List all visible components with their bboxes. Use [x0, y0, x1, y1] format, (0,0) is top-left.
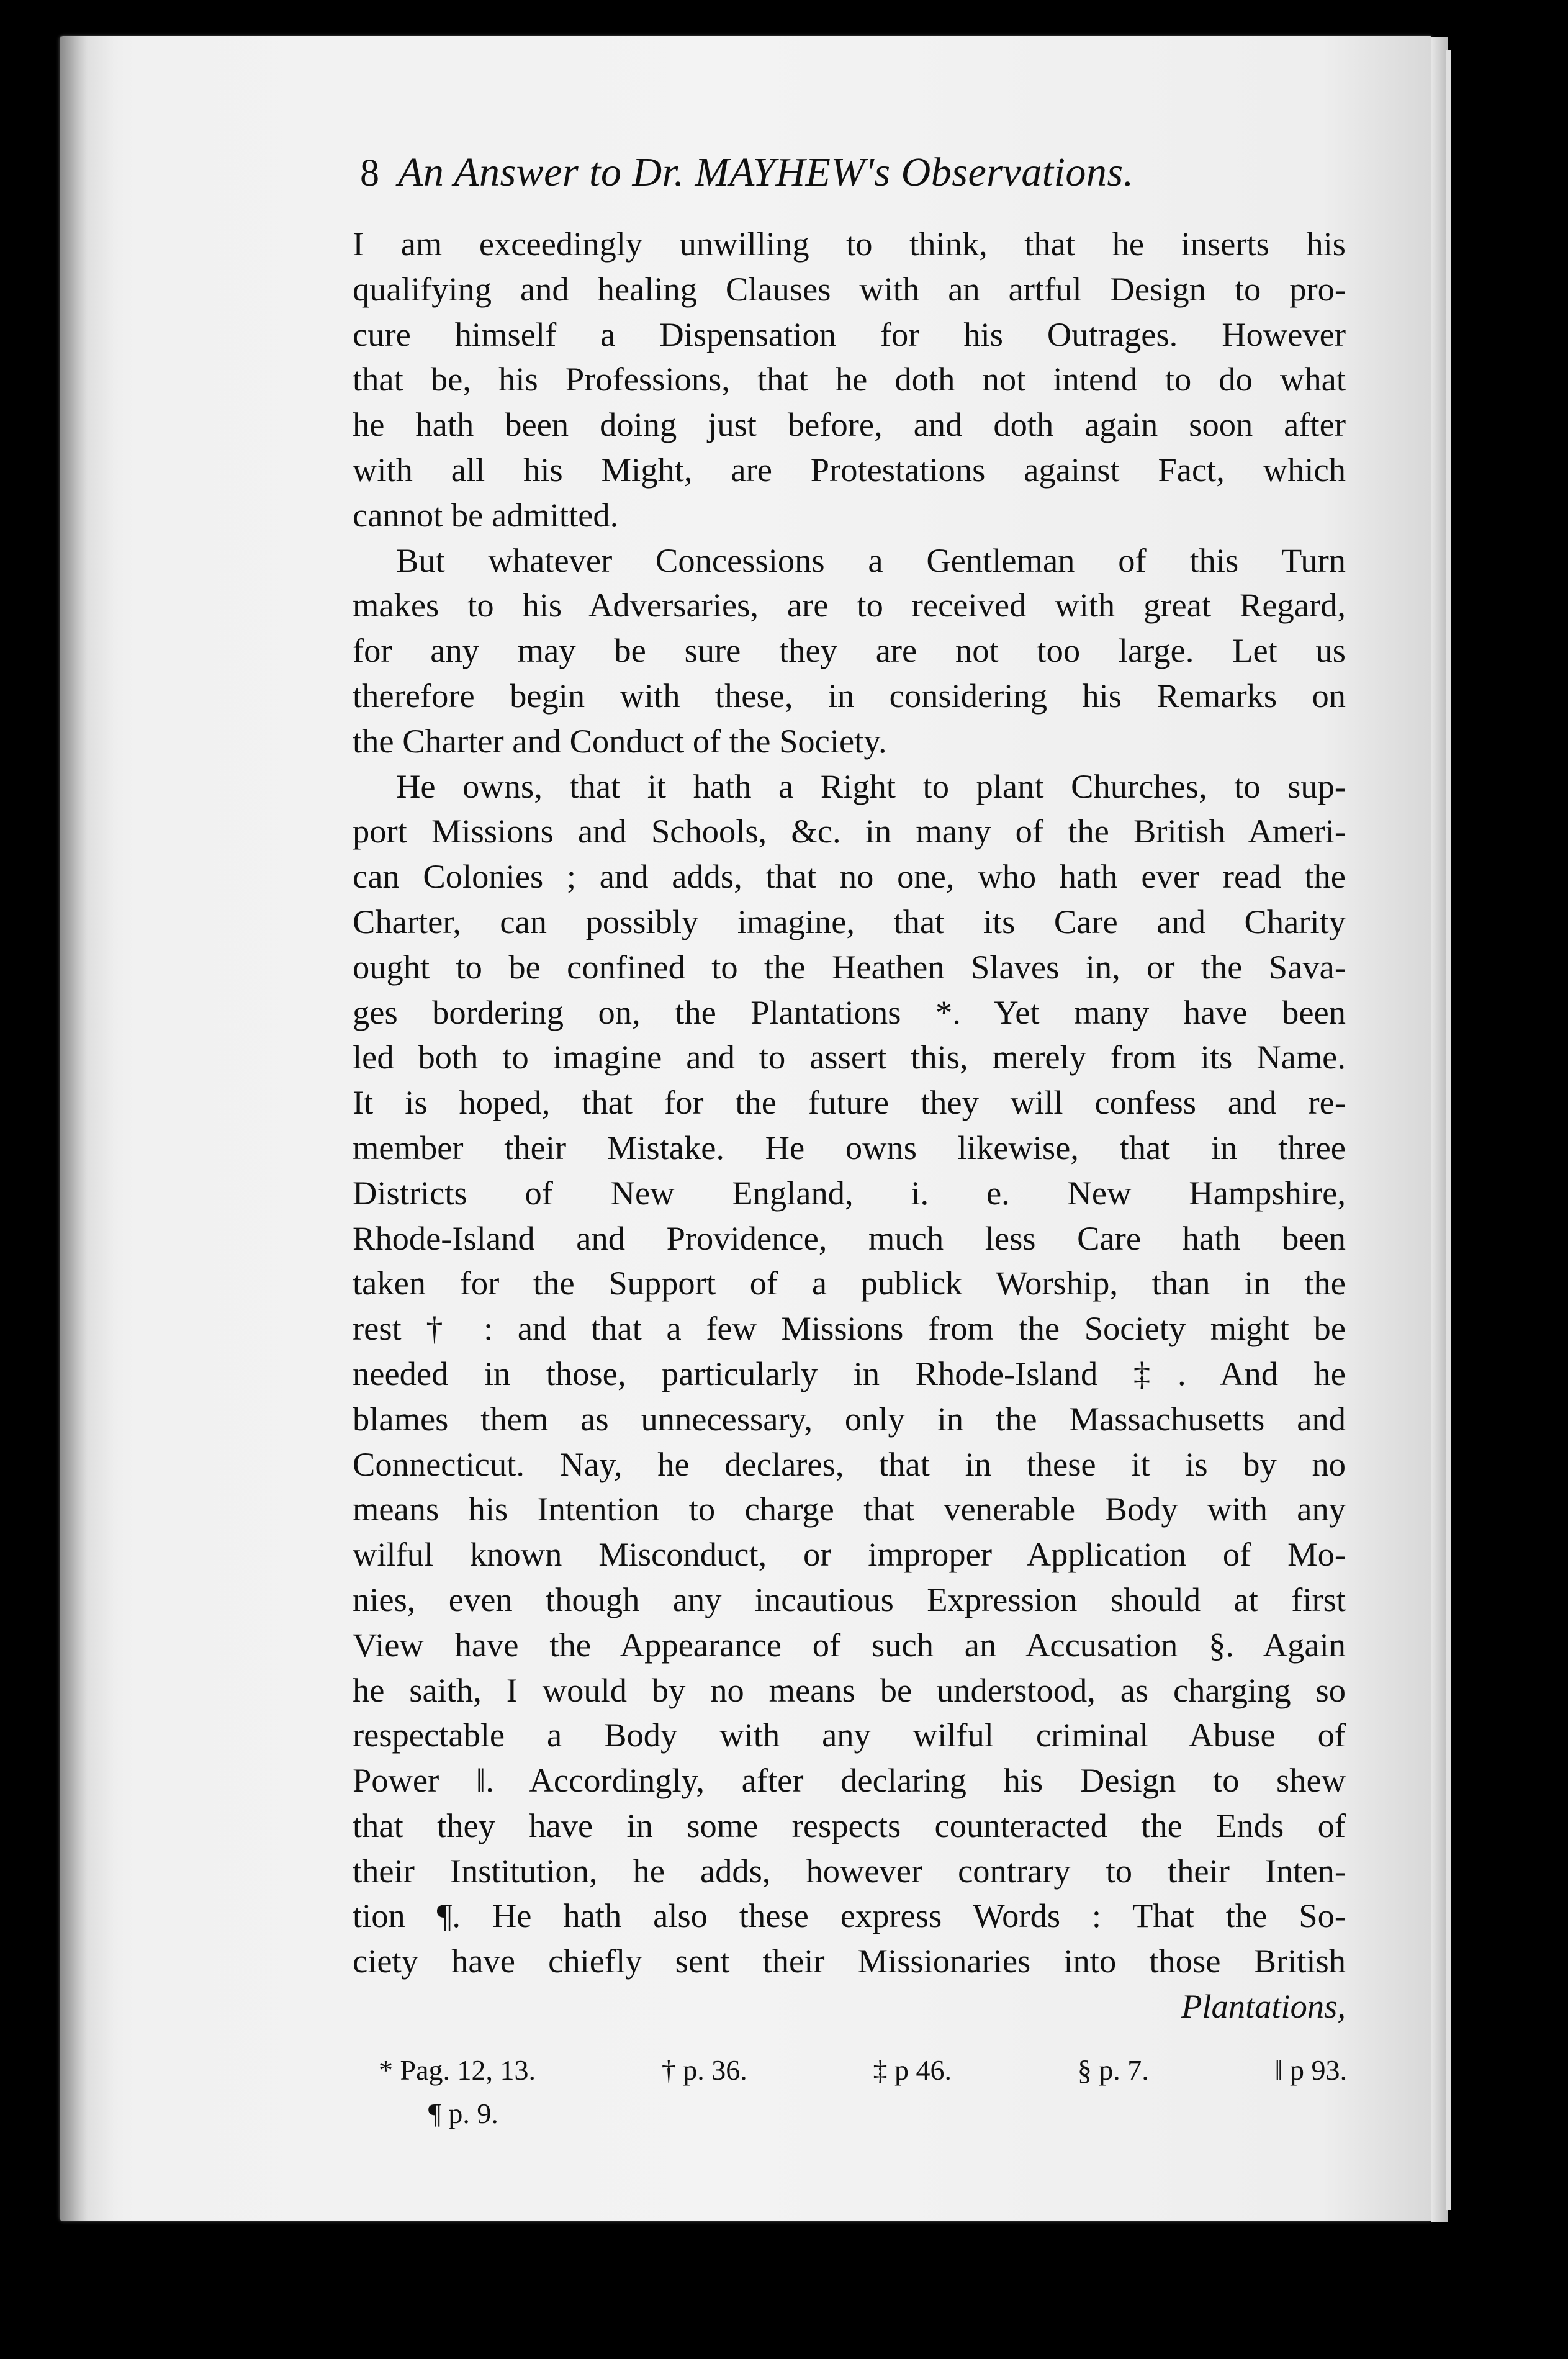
- text-line: He owns, that it hath a Right to plant Churches, to sup-: [396, 767, 1346, 805]
- text-line: It is hoped, that for the future they will confess and re-: [353, 1083, 1346, 1122]
- text-line: with all his Might, are Protestations against Fact, which: [353, 450, 1346, 489]
- text-line: he hath been doing just before, and doth again soon after: [353, 405, 1346, 444]
- text-line: Connecticut. Nay, he declares, that in these it is by no: [353, 1445, 1346, 1483]
- text-line: View have the Appearance of such an Accusation §. Again: [353, 1625, 1346, 1664]
- spine-shadow: [60, 36, 115, 2221]
- text-line: port Missions and Schools, &c. in many of the British Ameri-: [353, 812, 1346, 850]
- footnote-reference: * Pag. 12, 13.: [379, 2054, 536, 2086]
- text-line: the Charter and Conduct of the Society.: [353, 721, 887, 760]
- text-line: nies, even though any incautious Expression should at first: [353, 1580, 1346, 1618]
- text-line: that be, his Professions, that he doth not intend to do what: [353, 360, 1346, 399]
- text-line: led both to imagine and to assert this, merely from its Name.: [353, 1038, 1346, 1076]
- text-line: their Institution, he adds, however contrary to their Inten-: [353, 1851, 1346, 1890]
- footnotes: [379, 2049, 1347, 2136]
- text-line: needed in those, particularly in Rhode-Island ‡. And he: [353, 1354, 1346, 1392]
- text-line: he saith, I would by no means be understood, as charging so: [353, 1671, 1346, 1709]
- text-line: wilful known Misconduct, or improper Application of Mo-: [353, 1535, 1346, 1574]
- footnote-reference: ¶ p. 9.: [428, 2098, 498, 2129]
- footnote-reference: ‡ p 46.: [873, 2054, 952, 2086]
- text-line: Rhode-Island and Providence, much less Care hath been: [353, 1219, 1346, 1257]
- text-line: Districts of New England, i. e. New Hampshire,: [353, 1173, 1346, 1212]
- text-line: means his Intention to charge that venerable Body with any: [353, 1490, 1346, 1528]
- text-line: cannot be admitted.: [353, 495, 619, 534]
- text-line: ges bordering on, the Plantations *. Yet many have been: [353, 993, 1346, 1031]
- running-head: [360, 142, 1346, 204]
- page-text-block: [353, 142, 1346, 2029]
- text-line: taken for the Support of a publick Worship, than in the: [353, 1264, 1346, 1302]
- text-line: I am exceedingly unwilling to think, that he inserts his: [353, 225, 1346, 263]
- text-line: for any may be sure they are not too large. Let us: [353, 631, 1346, 670]
- text-line: rest † : and that a few Missions from the Society might be: [353, 1309, 1346, 1348]
- text-line: ciety have chiefly sent their Missionaries into those British: [353, 1942, 1346, 1980]
- text-line: But whatever Concessions a Gentleman of this Turn: [396, 541, 1346, 579]
- text-line: qualifying and healing Clauses with an artful Design to pro-: [353, 269, 1346, 308]
- footnote-reference: § p. 7.: [1077, 2054, 1149, 2086]
- text-line: Charter, can possibly imagine, that its Care and Charity: [353, 902, 1346, 940]
- catchword: Plantations,: [1181, 1987, 1346, 2026]
- body-text: [353, 222, 1346, 2029]
- text-line: ought to be confined to the Heathen Slaves in, or the Sava-: [353, 947, 1346, 986]
- text-line: therefore begin with these, in considering his Remarks on: [353, 676, 1346, 715]
- text-line: respectable a Body with any wilful criminal Abuse of: [353, 1716, 1346, 1754]
- page-number: 8: [360, 152, 379, 194]
- text-line: blames them as unnecessary, only in the Massachusetts and: [353, 1399, 1346, 1438]
- page-edge-line: [1446, 50, 1451, 2210]
- footnote-reference: † p. 36.: [661, 2054, 747, 2086]
- text-line: tion ¶. He hath also these express Words : That the So-: [353, 1897, 1346, 1935]
- footnote-reference: ‖ p 93.: [1274, 2054, 1347, 2086]
- text-line: that they have in some respects counteracted the Ends of: [353, 1806, 1346, 1844]
- text-line: makes to his Adversaries, are to received with great Regard,: [353, 586, 1346, 625]
- text-line: member their Mistake. He owns likewise, that in three: [353, 1128, 1346, 1166]
- text-line: cure himself a Dispensation for his Outrages. However: [353, 315, 1346, 353]
- running-title: An Answer to Dr. MAYHEW's Observations.: [398, 150, 1134, 195]
- text-line: can Colonies ; and adds, that no one, who hath ever read the: [353, 857, 1346, 896]
- footnote-row: [379, 2049, 1347, 2092]
- footnote-row: [379, 2092, 1347, 2136]
- next-page-edge: [1431, 37, 1448, 2222]
- text-line: Power ‖. Accordingly, after declaring his Design to shew: [353, 1761, 1346, 1800]
